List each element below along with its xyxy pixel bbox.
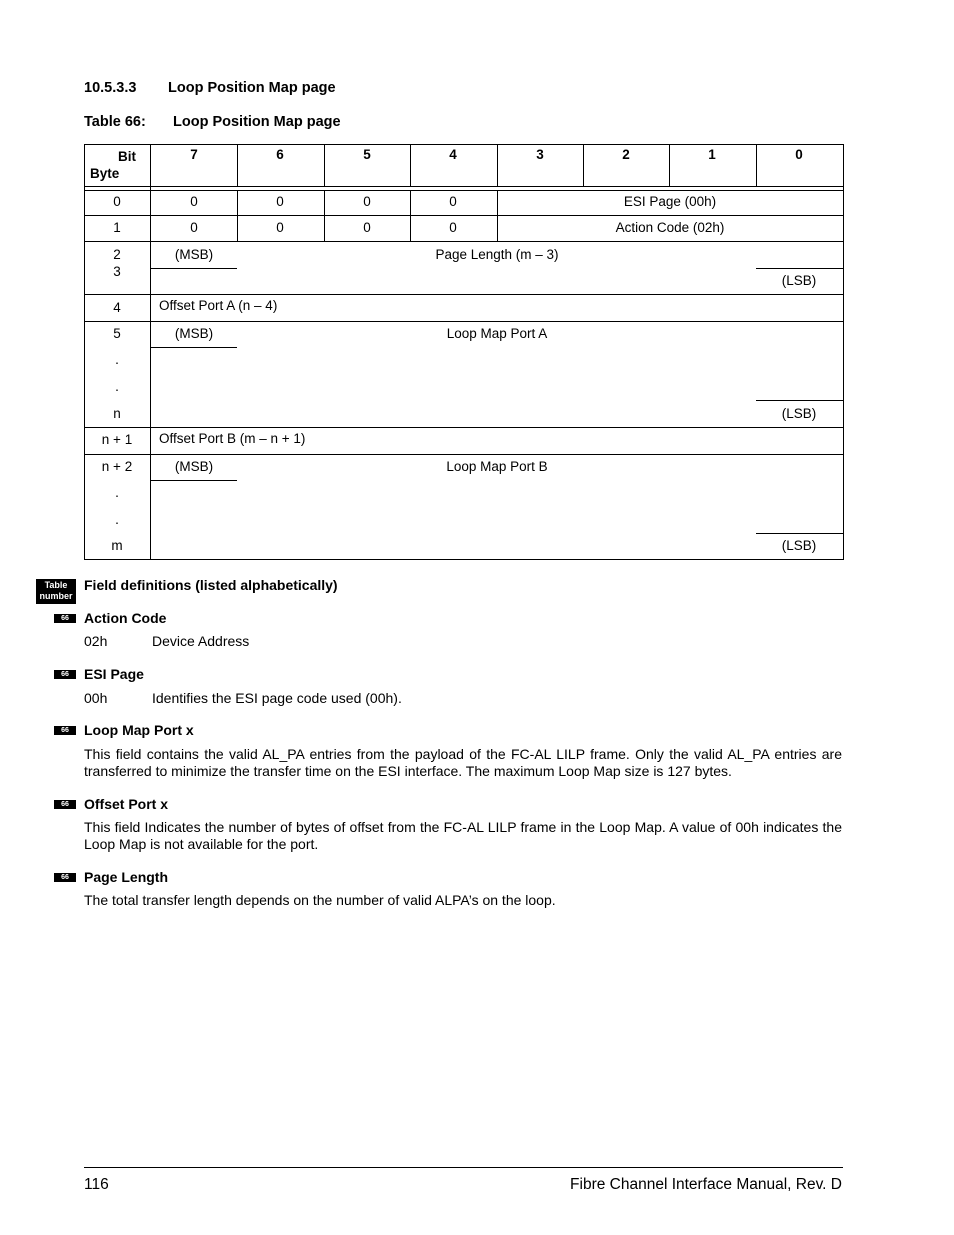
row-m-byte: m	[111, 538, 123, 553]
row2-field: Page Length (m – 3)	[435, 247, 559, 262]
table-number-badge: Table number	[36, 579, 76, 604]
byte-header: Byte	[90, 166, 120, 181]
bit-6-header: 6	[276, 147, 284, 162]
row1-bit7: 0	[190, 220, 198, 235]
field-name-action-code: Action Code	[84, 610, 167, 626]
section-number: 10.5.3.3	[84, 80, 137, 96]
bit-2-header: 2	[622, 147, 630, 162]
row0-byte: 0	[113, 194, 121, 209]
row1-bit4: 0	[449, 220, 457, 235]
row2-lsb: (LSB)	[781, 273, 817, 288]
field-text-loop-map-port: This field contains the valid AL_PA entries from the payload of the FC-AL LILP frame. Only the valid AL_PA entries are transferred to minimize the transfer time on the ESI interface. The maximum Loop Map size is 127 bytes.	[84, 746, 842, 779]
field-name-page-length: Page Length	[84, 869, 169, 885]
section-title: Loop Position Map page	[168, 80, 336, 96]
bit-4-header: 4	[449, 147, 457, 162]
row-n2-field: Loop Map Port B	[446, 459, 548, 474]
field-desc-esi-page: Identifies the ESI page code used (00h).	[152, 690, 402, 706]
row2-byte: 2	[113, 247, 121, 262]
footer-page-number: 116	[84, 1176, 109, 1193]
row1-byte: 1	[113, 220, 121, 235]
row5-lsb: (LSB)	[781, 406, 817, 421]
field-name-esi-page: ESI Page	[84, 666, 144, 682]
bit-7-header: 7	[190, 147, 198, 162]
row1-bit5: 0	[363, 220, 371, 235]
row5-dot1: .	[115, 352, 119, 367]
field-tag-page-length: 66	[54, 873, 76, 882]
footer-manual-title: Fibre Channel Interface Manual, Rev. D	[570, 1176, 842, 1193]
rown-byte: n	[113, 406, 121, 421]
field-code-esi-page: 00h	[84, 690, 108, 706]
row2-msb: (MSB)	[174, 247, 214, 262]
bit-3-header: 3	[536, 147, 544, 162]
bit-header: Bit	[118, 149, 136, 164]
field-name-loop-map-port: Loop Map Port x	[84, 722, 194, 738]
row0-bit7: 0	[190, 194, 198, 209]
bit-1-header: 1	[708, 147, 716, 162]
row-n2-msb: (MSB)	[174, 459, 214, 474]
field-tag-action-code: 66	[54, 614, 76, 623]
row3-byte: 3	[113, 264, 121, 279]
row-n2-lsb: (LSB)	[781, 538, 817, 553]
row5-byte: 5	[113, 326, 121, 341]
table-label: Table 66:	[84, 114, 146, 130]
field-tag-offset-port: 66	[54, 800, 76, 809]
row0-bit5: 0	[363, 194, 371, 209]
table-title: Loop Position Map page	[173, 114, 341, 130]
row4-field: Offset Port A (n – 4)	[159, 298, 278, 313]
row0-bit4: 0	[449, 194, 457, 209]
row1-bit6: 0	[276, 220, 284, 235]
bit-5-header: 5	[363, 147, 371, 162]
field-tag-esi-page: 66	[54, 670, 76, 679]
row-n1-field: Offset Port B (m – n + 1)	[159, 431, 306, 446]
row5-msb: (MSB)	[174, 326, 214, 341]
field-name-offset-port: Offset Port x	[84, 796, 169, 812]
loop-position-map-table	[84, 144, 844, 559]
row-n2-dot2: .	[115, 512, 119, 527]
row0-bit6: 0	[276, 194, 284, 209]
field-tag-loop-map-port: 66	[54, 726, 76, 735]
footer-rule	[84, 1167, 843, 1168]
field-desc-action-code: Device Address	[152, 633, 250, 649]
field-definitions-heading: Field definitions (listed alphabetically)	[84, 577, 338, 593]
row5-field: Loop Map Port A	[446, 326, 548, 341]
field-text-offset-port: This field Indicates the number of bytes of offset from the FC-AL LILP frame in the Loop Map. A value of 00h indicates the Loop Map is not available for the port.	[84, 819, 842, 852]
row0-field: ESI Page (00h)	[623, 194, 717, 209]
field-text-page-length: The total transfer length depends on the number of valid ALPA’s on the loop.	[84, 892, 556, 908]
row1-field: Action Code (02h)	[615, 220, 725, 235]
row-n2-byte: n + 2	[101, 459, 133, 474]
row-n1-byte: n + 1	[101, 432, 133, 447]
row-n2-dot1: .	[115, 485, 119, 500]
bit-0-header: 0	[795, 147, 803, 162]
field-code-action-code: 02h	[84, 633, 108, 649]
row5-dot2: .	[115, 379, 119, 394]
row4-byte: 4	[113, 300, 121, 315]
